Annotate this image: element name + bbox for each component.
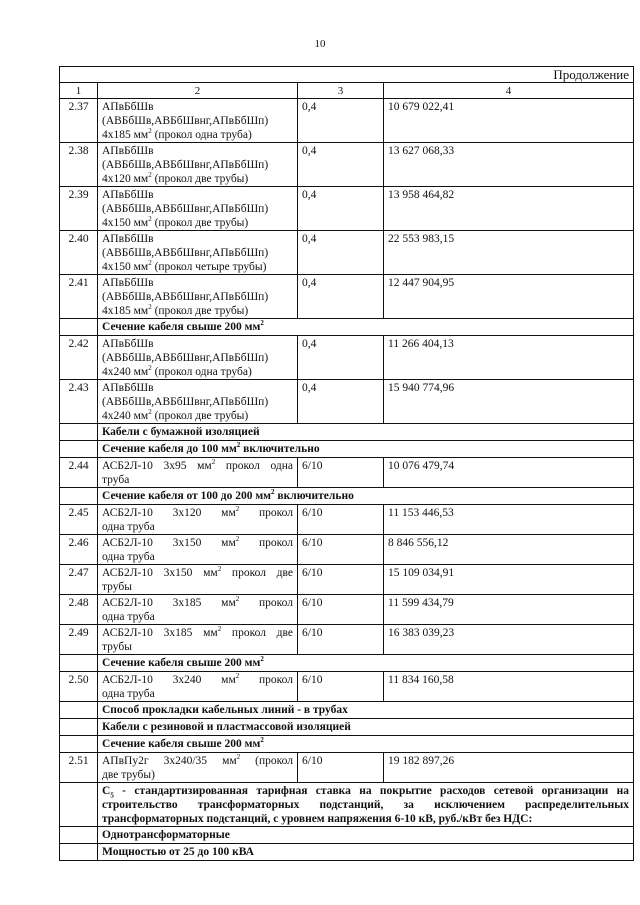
table-row <box>60 458 634 488</box>
table-row <box>60 505 634 535</box>
row-number: 2.51 <box>60 753 98 783</box>
voltage-value: 6/10 <box>298 625 384 655</box>
row-number: 2.44 <box>60 458 98 488</box>
voltage-value: 0,4 <box>298 336 384 380</box>
table-row <box>60 143 634 187</box>
column-header-4: 4 <box>384 83 634 99</box>
section-title: Сечение кабеля свыше 200 $мм^2$ <box>98 736 634 753</box>
voltage-value: 6/10 <box>298 458 384 488</box>
table-row <box>60 625 634 655</box>
cable-description: АСБ2Л-10 3х185 $мм^2$ прокол две трубы <box>98 625 298 655</box>
row-number: 2.48 <box>60 595 98 625</box>
table-row <box>60 565 634 595</box>
cable-description: АСБ2Л-10 3х120 $мм^2$ прокол одна труба <box>98 505 298 535</box>
tariff-table <box>59 66 634 861</box>
table-row <box>60 672 634 702</box>
row-number: 2.46 <box>60 535 98 565</box>
section-heading-row <box>60 655 634 672</box>
section-heading-row <box>60 441 634 458</box>
blank-cell <box>60 319 98 336</box>
blank-cell <box>60 719 98 736</box>
column-header-2: 2 <box>98 83 298 99</box>
blank-cell <box>60 844 98 861</box>
table-row <box>60 753 634 783</box>
rate-value: 13 627 068,33 <box>384 143 634 187</box>
row-number: 2.47 <box>60 565 98 595</box>
section-title: Способ прокладки кабельных линий - в трубах <box>98 702 634 719</box>
rate-value: 11 599 434,79 <box>384 595 634 625</box>
cable-description: АПвБбШв (АВБбШв,АВБбШвнг,АПвБбШп) 4х240 $мм^2$ (прокол две трубы) <box>98 380 298 424</box>
voltage-value: 6/10 <box>298 505 384 535</box>
blank-cell <box>60 441 98 458</box>
cable-description: АСБ2Л-10 3х95 $мм^2$ прокол одна труба <box>98 458 298 488</box>
section-heading-row <box>60 719 634 736</box>
blank-cell <box>60 827 98 844</box>
voltage-value: 6/10 <box>298 595 384 625</box>
blank-cell <box>60 424 98 441</box>
section-title: Однотрансформаторные <box>98 827 634 844</box>
voltage-value: 6/10 <box>298 565 384 595</box>
note-row <box>60 783 634 827</box>
cable-description: АСБ2Л-10 3х150 $мм^2$ прокол две трубы <box>98 565 298 595</box>
section-heading-row <box>60 702 634 719</box>
rate-value: 11 834 160,58 <box>384 672 634 702</box>
rate-value: 11 266 404,13 <box>384 336 634 380</box>
continuation-label: Продолжение <box>60 67 634 83</box>
cable-description: АСБ2Л-10 3х240 $мм^2$ прокол одна труба <box>98 672 298 702</box>
cable-description: АПвБбШв (АВБбШв,АВБбШвнг,АПвБбШп) 4х185 $мм^2$ (прокол две трубы) <box>98 275 298 319</box>
rate-value: 10 076 479,74 <box>384 458 634 488</box>
section-heading-row <box>60 736 634 753</box>
row-number: 2.42 <box>60 336 98 380</box>
rate-value: 15 109 034,91 <box>384 565 634 595</box>
row-number: 2.41 <box>60 275 98 319</box>
section-title: Сечение кабеля от 100 до 200 $мм^2$ включительно <box>98 488 634 505</box>
column-header-1: 1 <box>60 83 98 99</box>
section-title: Сечение кабеля свыше 200 $мм^2$ <box>98 319 634 336</box>
voltage-value: 0,4 <box>298 187 384 231</box>
blank-cell <box>60 736 98 753</box>
column-header-3: 3 <box>298 83 384 99</box>
blank-cell <box>60 488 98 505</box>
row-number: 2.50 <box>60 672 98 702</box>
row-number: 2.43 <box>60 380 98 424</box>
section-title: Кабели с резиновой и пластмассовой изоляцией <box>98 719 634 736</box>
table-row <box>60 380 634 424</box>
voltage-value: 0,4 <box>298 380 384 424</box>
cable-description: АПвБбШв (АВБбШв,АВБбШвнг,АПвБбШп) 4х185 $мм^2$ (прокол одна труба) <box>98 99 298 143</box>
blank-cell <box>60 702 98 719</box>
section-heading-row <box>60 424 634 441</box>
section-title: Мощностью от 25 до 100 кВА <box>98 844 634 861</box>
rate-value: 13 958 464,82 <box>384 187 634 231</box>
voltage-value: 0,4 <box>298 275 384 319</box>
continuation-row <box>60 67 634 83</box>
voltage-value: 0,4 <box>298 143 384 187</box>
row-number: 2.40 <box>60 231 98 275</box>
blank-cell <box>60 783 98 827</box>
voltage-value: 0,4 <box>298 231 384 275</box>
rate-value: 8 846 556,12 <box>384 535 634 565</box>
rate-value: 12 447 904,95 <box>384 275 634 319</box>
section-heading-row <box>60 319 634 336</box>
table-row <box>60 595 634 625</box>
cable-description: АСБ2Л-10 3х185 $мм^2$ прокол одна труба <box>98 595 298 625</box>
section-title: Кабели с бумажной изоляцией <box>98 424 634 441</box>
section-heading-row <box>60 488 634 505</box>
note-text: $С_5$ - стандартизированная тарифная ставка на покрытие расходов сетевой организации на строительство трансформаторных подстанций, за исключением распределительных трансформаторных подстанций, с уровнем напряжения 6-10 кВ, руб./кВт без НДС: <box>98 783 634 827</box>
table-row <box>60 99 634 143</box>
rate-value: 10 679 022,41 <box>384 99 634 143</box>
cable-description: АПвБбШв (АВБбШв,АВБбШвнг,АПвБбШп) 4х150 $мм^2$ (прокол четыре трубы) <box>98 231 298 275</box>
blank-cell <box>60 655 98 672</box>
section-title: Сечение кабеля до 100 $мм^2$ включительно <box>98 441 634 458</box>
voltage-value: 0,4 <box>298 99 384 143</box>
row-number: 2.39 <box>60 187 98 231</box>
rate-value: 19 182 897,26 <box>384 753 634 783</box>
table-row <box>60 187 634 231</box>
voltage-value: 6/10 <box>298 753 384 783</box>
rate-value: 22 553 983,15 <box>384 231 634 275</box>
table-row <box>60 231 634 275</box>
section-title: Сечение кабеля свыше 200 $мм^2$ <box>98 655 634 672</box>
rate-value: 16 383 039,23 <box>384 625 634 655</box>
cable-description: АПвБбШв (АВБбШв,АВБбШвнг,АПвБбШп) 4х240 $мм^2$ (прокол одна труба) <box>98 336 298 380</box>
section-heading-row <box>60 827 634 844</box>
cable-description: АСБ2Л-10 3х150 $мм^2$ прокол одна труба <box>98 535 298 565</box>
row-number: 2.38 <box>60 143 98 187</box>
row-number: 2.45 <box>60 505 98 535</box>
cable-description: АПвПу2г 3х240/35 $мм^2$ (прокол две трубы) <box>98 753 298 783</box>
column-header-row <box>60 83 634 99</box>
page-number: 10 <box>314 38 326 50</box>
rate-value: 15 940 774,96 <box>384 380 634 424</box>
voltage-value: 6/10 <box>298 672 384 702</box>
voltage-value: 6/10 <box>298 535 384 565</box>
table-row <box>60 336 634 380</box>
table-row <box>60 535 634 565</box>
section-heading-row <box>60 844 634 861</box>
rate-value: 11 153 446,53 <box>384 505 634 535</box>
table-row <box>60 275 634 319</box>
row-number: 2.49 <box>60 625 98 655</box>
row-number: 2.37 <box>60 99 98 143</box>
cable-description: АПвБбШв (АВБбШв,АВБбШвнг,АПвБбШп) 4х150 $мм^2$ (прокол две трубы) <box>98 187 298 231</box>
cable-description: АПвБбШв (АВБбШв,АВБбШвнг,АПвБбШп) 4х120 $мм^2$ (прокол две трубы) <box>98 143 298 187</box>
